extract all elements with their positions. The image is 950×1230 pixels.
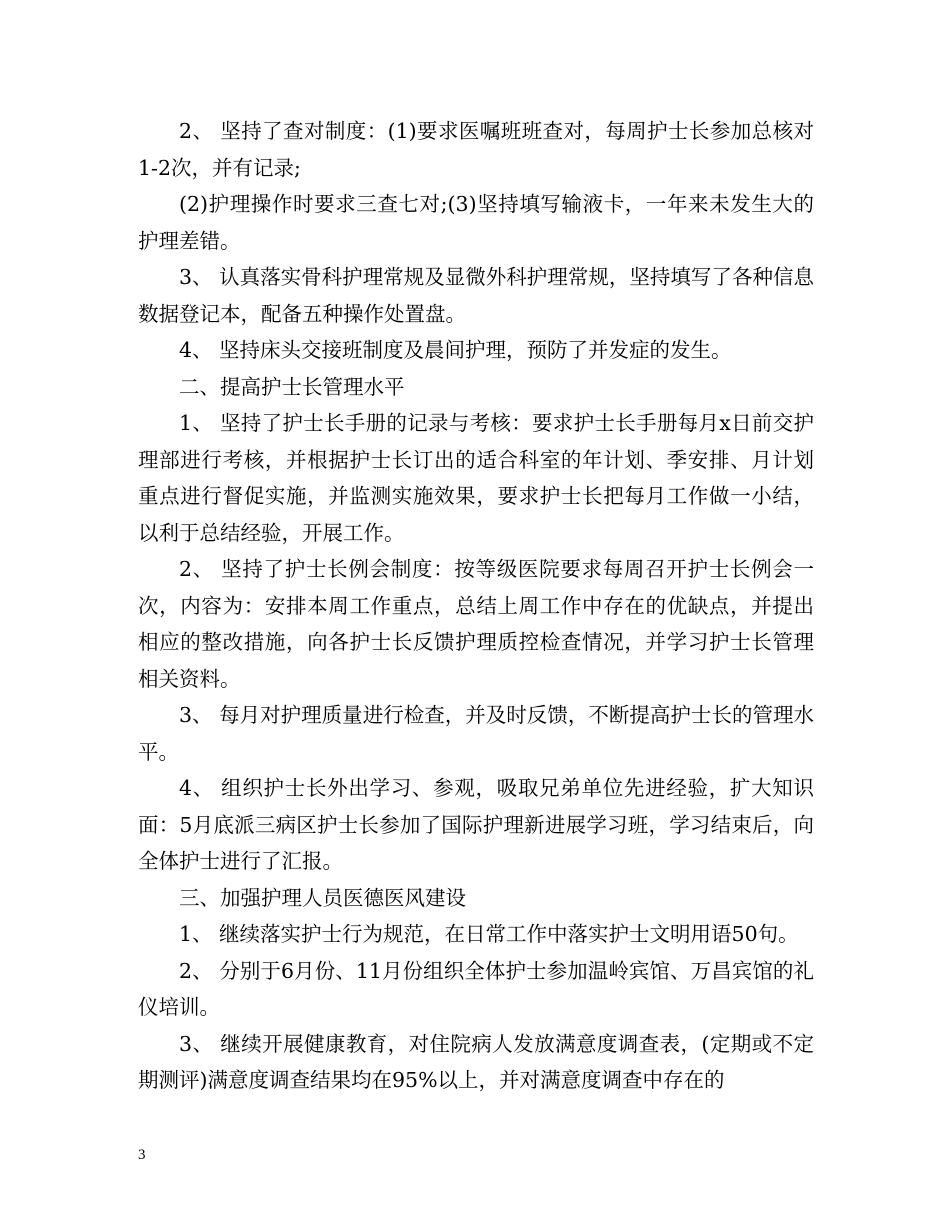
paragraph: 3、 每月对护理质量进行检查，并及时反馈，不断提高护士长的管理水平。 — [138, 703, 814, 764]
paragraph: 4、 坚持床头交接班制度及晨间护理，预防了并发症的发生。 — [179, 338, 732, 362]
page-number: 3 — [138, 1147, 146, 1163]
paragraph: 2、 坚持了护士长例会制度：按等级医院要求每周召开护士长例会一次，内容为：安排本周工作重点，总结上周工作中存在的优缺点，并提出相应的整改措施，向各护士长反馈护理质控检查情况，并学习护士长管理相关资料。 — [138, 557, 814, 691]
section-heading: 三、加强护理人员医德医风建设 — [179, 885, 466, 910]
paragraph: 3、 认真落实骨科护理常规及显微外科护理常规，坚持填写了各种信息数据登记本，配备五种操作处置盘。 — [138, 265, 814, 326]
paragraph: 2、 坚持了查对制度：(1)要求医嘱班班查对，每周护士长参加总核对1-2次，并有记录; — [138, 119, 814, 180]
paragraph: 3、 继续开展健康教育，对住院病人发放满意度调查表，(定期或不定期测评)满意度调查结果均在95%以上，并对满意度调查中存在的 — [138, 1031, 814, 1092]
paragraph: 1、 坚持了护士长手册的记录与考核：要求护士长手册每月x日前交护理部进行考核，并根据护士长订出的适合科室的年计划、季安排、月计划重点进行督促实施，并监测实施效果，要求护士长把每月工作做一小结，以利于总结经验，开展工作。 — [138, 411, 814, 545]
document-body — [138, 113, 814, 1099]
paragraph: 4、 组织护士长外出学习、参观，吸取兄弟单位先进经验，扩大知识面：5月底派三病区护士长参加了国际护理新进展学习班，学习结束后，向全体护士进行了汇报。 — [138, 776, 814, 873]
section-heading: 二、提高护士长管理水平 — [179, 374, 405, 399]
paragraph: 2、 分别于6月份、11月份组织全体护士参加温岭宾馆、万昌宾馆的礼仪培训。 — [138, 958, 814, 1019]
paragraph: 1、 继续落实护士行为规范，在日常工作中落实护士文明用语50句。 — [179, 922, 799, 946]
paragraph: (2)护理操作时要求三查七对;(3)坚持填写输液卡，一年来未发生大的护理差错。 — [138, 192, 814, 253]
